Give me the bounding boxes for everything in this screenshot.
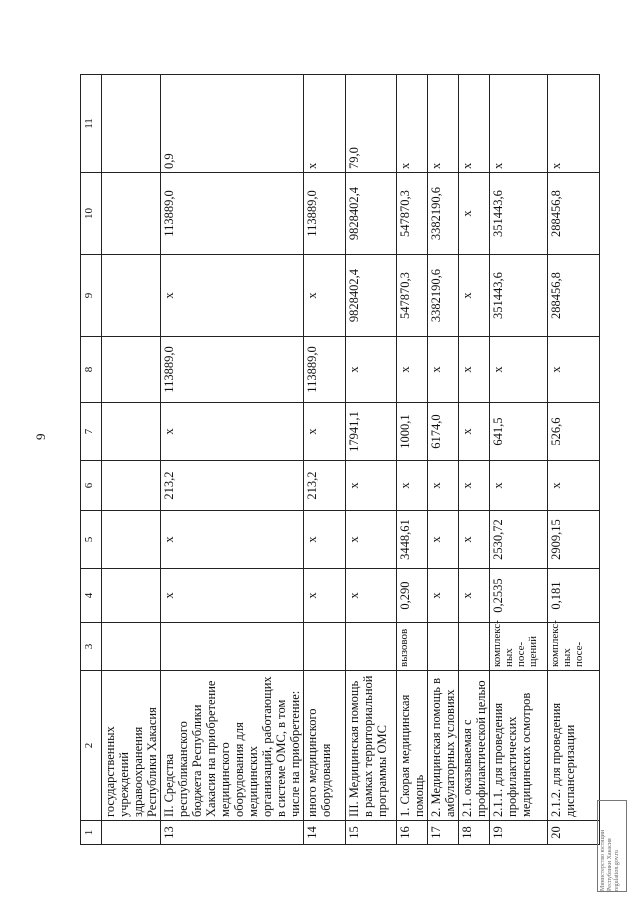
value-cell: 2909,15 [547,511,599,569]
column-number-cell: 4 [81,569,102,623]
value-cell: 288456,8 [547,173,599,255]
value-cell [102,569,161,623]
value-cell: 0,290 [396,569,427,623]
unit-cell [427,623,458,671]
value-cell: 9828402,4 [346,173,396,255]
value-cell: х [427,511,458,569]
value-cell: х [458,511,489,569]
value-cell: 351443,6 [489,255,547,337]
column-number-cell: 10 [81,173,102,255]
table-row [346,75,396,845]
value-cell: х [304,75,346,173]
column-number-cell: 6 [81,461,102,511]
value-cell: 3382190,6 [427,255,458,337]
column-number-cell: 7 [81,403,102,461]
column-number-cell: 3 [81,623,102,671]
value-cell: х [396,461,427,511]
value-cell: 547870,3 [396,173,427,255]
value-cell: 351443,6 [489,173,547,255]
value-cell: х [161,511,304,569]
table-row [396,75,427,845]
value-cell [102,255,161,337]
value-cell: х [304,511,346,569]
value-cell: х [458,255,489,337]
column-number-cell: 1 [81,821,102,845]
row-number-cell: 14 [304,821,346,845]
column-number-cell: 9 [81,255,102,337]
column-number-cell: 11 [81,75,102,173]
value-cell: 213,2 [304,461,346,511]
indicator-cell: иного медицинского оборудования [304,671,346,821]
value-cell: 2530,72 [489,511,547,569]
column-number-cell: 5 [81,511,102,569]
table-row [102,75,161,845]
row-number-cell: 17 [427,821,458,845]
column-number-cell: 8 [81,337,102,403]
unit-cell [458,623,489,671]
value-cell: 17941,1 [346,403,396,461]
value-cell: х [346,337,396,403]
value-cell: х [427,569,458,623]
value-cell: х [547,461,599,511]
table-body [81,75,600,845]
page-number: 9 [33,433,48,440]
value-cell: х [547,337,599,403]
indicator-cell: III. Медицинская помощь в рамках территориальной программы ОМС [346,671,396,821]
value-cell: х [458,461,489,511]
value-cell: 113889,0 [161,337,304,403]
indicator-cell: 2.1.1. для проведения профилактических медицинских осмотров [489,671,547,821]
row-number-cell: 16 [396,821,427,845]
value-cell: 0,2535 [489,569,547,623]
value-cell: 113889,0 [304,337,346,403]
indicator-cell: 2.1. оказываемая с профилактической целью [458,671,489,821]
value-cell: х [427,461,458,511]
value-cell: х [427,337,458,403]
value-cell: 79,0 [346,75,396,173]
column-number-cell: 2 [81,671,102,821]
unit-cell: вызовов [396,623,427,671]
value-cell: х [304,403,346,461]
value-cell: х [161,569,304,623]
value-cell: х [458,75,489,173]
value-cell [102,461,161,511]
indicator-cell: 1. Скорая медицинская помощь [396,671,427,821]
header-row [81,75,102,845]
row-number-cell: 18 [458,821,489,845]
value-cell: х [346,461,396,511]
unit-cell [102,623,161,671]
value-cell [102,511,161,569]
value-cell: х [396,337,427,403]
value-cell: х [547,75,599,173]
value-cell: 288456,8 [547,255,599,337]
table-row [427,75,458,845]
stamp-line-1: Министерство юстиции [600,829,606,891]
indicator-cell: государственных учреждений здравоохранения Республики Хакасия [102,671,161,821]
indicator-cell: 2.1.2. для проведения диспансеризации [547,671,599,821]
stamp-line-3: regulation.gov.ru [614,850,620,891]
table-row [547,75,599,845]
value-cell: 0,181 [547,569,599,623]
unit-cell [304,623,346,671]
table-row [304,75,346,845]
indicator-cell: 2. Медицинская помощь в амбулаторных условиях [427,671,458,821]
table-row [489,75,547,845]
value-cell: 113889,0 [304,173,346,255]
value-cell [102,173,161,255]
value-cell: х [458,569,489,623]
stamp-line-2: Республики Хакасия [607,838,613,891]
value-cell: х [458,337,489,403]
row-number-cell: 20 [547,821,599,845]
value-cell: х [489,75,547,173]
value-cell: х [161,255,304,337]
value-cell: 3382190,6 [427,173,458,255]
value-cell: х [346,511,396,569]
value-cell: х [396,75,427,173]
value-cell: 0,9 [161,75,304,173]
unit-cell [346,623,396,671]
value-cell: х [161,403,304,461]
table-row [458,75,489,845]
unit-cell: комплекс-ных посе- [547,623,599,671]
program-financing-table [80,74,600,845]
row-number-cell: 19 [489,821,547,845]
value-cell [102,75,161,173]
value-cell: х [304,255,346,337]
value-cell: х [346,569,396,623]
value-cell: х [458,173,489,255]
value-cell: 213,2 [161,461,304,511]
value-cell [102,337,161,403]
value-cell [102,403,161,461]
value-cell: 9828402,4 [346,255,396,337]
value-cell: 526,6 [547,403,599,461]
value-cell: 547870,3 [396,255,427,337]
value-cell: х [427,75,458,173]
registration-stamp [597,800,627,892]
table-row [161,75,304,845]
value-cell: 6174,0 [427,403,458,461]
unit-cell: комплекс-ных посе-щений [489,623,547,671]
value-cell: 113889,0 [161,173,304,255]
row-number-cell: 15 [346,821,396,845]
value-cell: 1000,1 [396,403,427,461]
row-number-cell: 13 [161,821,304,845]
value-cell: х [489,461,547,511]
value-cell: х [304,569,346,623]
rotated-table-container [80,75,600,845]
value-cell: х [458,403,489,461]
value-cell: х [489,337,547,403]
value-cell: 641,5 [489,403,547,461]
value-cell: 3448,61 [396,511,427,569]
unit-cell [161,623,304,671]
indicator-cell: II. Средства республиканского бюджета Республики Хакасия на приобретение медицинского оборудования для медицинских организаций, работающих в системе ОМС, в том числе на приобретение: [161,671,304,821]
row-number-cell [102,821,161,845]
